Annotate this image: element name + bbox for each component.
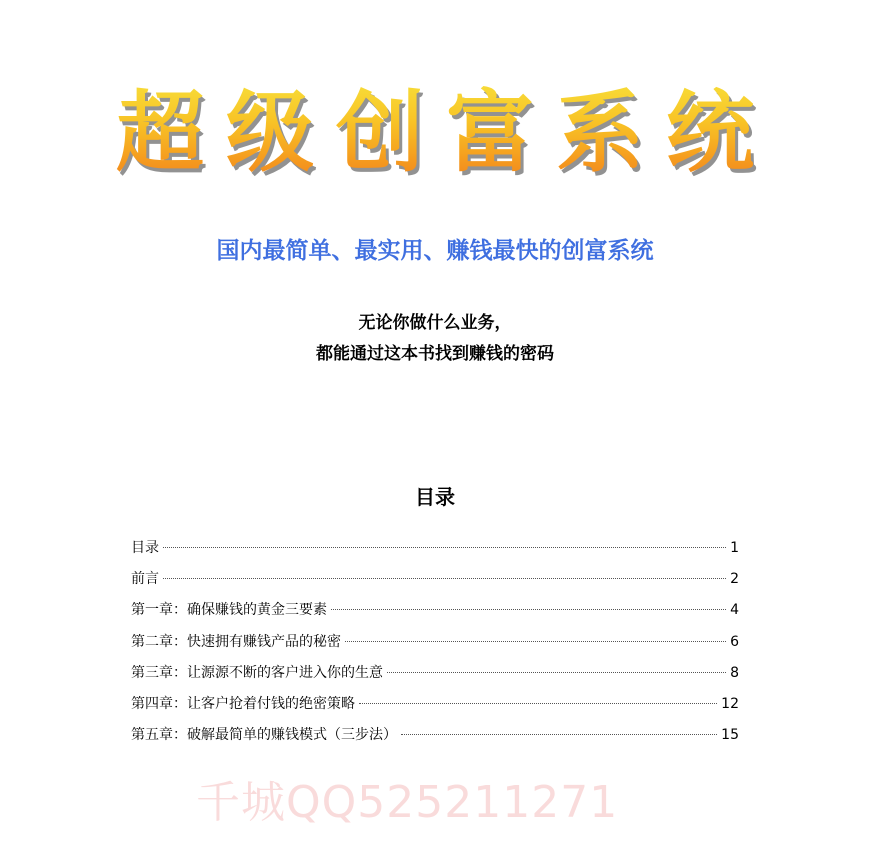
- toc-entry-label: 第五章：破解最简单的赚钱模式（三步法）: [131, 727, 397, 744]
- toc-entry-label: 目录: [131, 540, 159, 556]
- tagline-line-2: 都能通过这本书找到赚钱的密码: [316, 344, 554, 364]
- toc-entry-page: 2: [730, 571, 739, 588]
- toc-entry-label: 第二章：快速拥有赚钱产品的秘密: [131, 633, 341, 650]
- book-subtitle: 国内最简单、最实用、赚钱最快的创富系统: [216, 238, 654, 264]
- toc-entry-page: 4: [730, 602, 739, 619]
- toc-entry-label: 第三章：让源源不断的客户进入你的生意: [131, 664, 383, 681]
- table-of-contents: [131, 536, 739, 754]
- toc-entry-label: 第四章：让客户抢着付钱的绝密策略: [131, 695, 355, 712]
- toc-entry-page: 6: [730, 633, 739, 650]
- toc-entry-chapter-3[interactable]: [131, 661, 739, 692]
- book-title: 超级创富系统: [0, 78, 870, 188]
- toc-entry-label: 前言: [131, 571, 159, 588]
- dot-leader: [401, 734, 717, 735]
- toc-entry-page: 8: [730, 664, 739, 681]
- toc-entry-page: 12: [721, 695, 739, 712]
- dot-leader: [359, 703, 717, 704]
- toc-entry-chapter-5[interactable]: [131, 723, 739, 754]
- dot-leader: [163, 578, 726, 579]
- tagline-line-1: 无论你做什么业务，: [358, 313, 512, 333]
- toc-entry-page: 1: [730, 540, 739, 556]
- dot-leader: [163, 547, 726, 548]
- toc-entry-chapter-4[interactable]: [131, 692, 739, 723]
- toc-entry-contents[interactable]: [131, 536, 739, 567]
- toc-entry-chapter-2[interactable]: [131, 630, 739, 661]
- toc-entry-page: 15: [721, 727, 739, 744]
- toc-entry-chapter-1[interactable]: [131, 598, 739, 629]
- toc-entry-label: 第一章：确保赚钱的黄金三要素: [131, 602, 327, 619]
- watermark-text: 千城QQ525211271: [196, 777, 619, 828]
- dot-leader: [387, 672, 726, 673]
- toc-entry-preface[interactable]: [131, 567, 739, 598]
- dot-leader: [345, 641, 726, 642]
- toc-heading: 目录: [415, 485, 455, 509]
- dot-leader: [331, 609, 726, 610]
